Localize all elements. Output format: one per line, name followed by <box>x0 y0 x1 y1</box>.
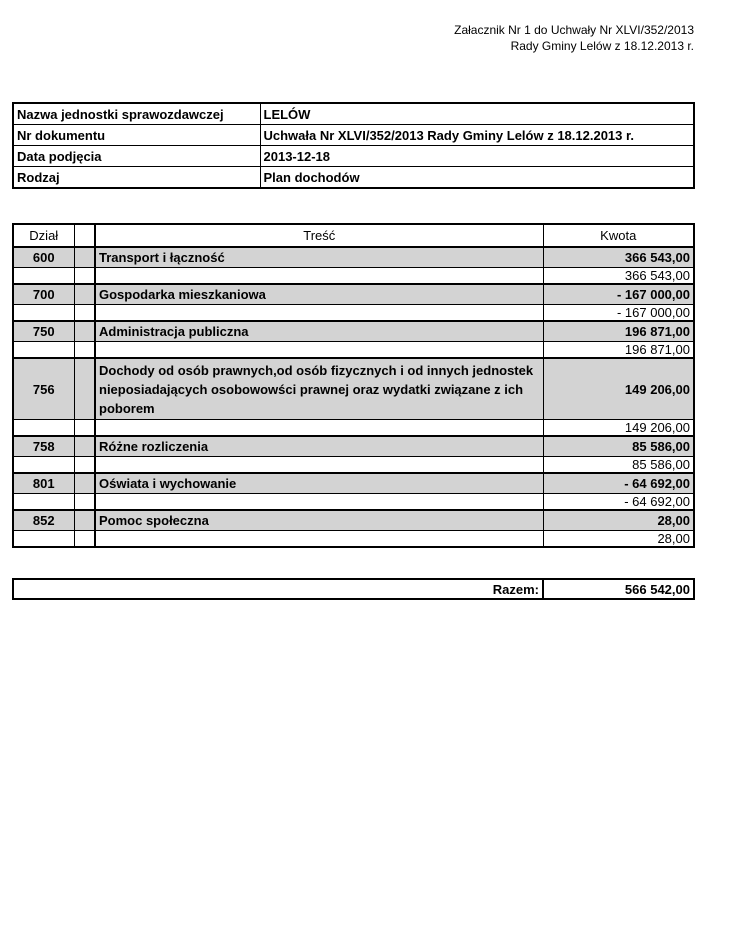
empty-cell <box>95 305 543 322</box>
empty-cell <box>13 420 74 437</box>
meta-row <box>13 103 694 125</box>
section-blank <box>74 473 95 494</box>
section-kwota: 28,00 <box>543 510 694 531</box>
subtotal-kwota: 28,00 <box>543 531 694 548</box>
meta-label: Rodzaj <box>13 167 260 189</box>
total-table <box>12 578 695 600</box>
section-tresc: Różne rozliczenia <box>95 436 543 457</box>
section-dzial: 700 <box>13 284 74 305</box>
section-kwota: - 167 000,00 <box>543 284 694 305</box>
subtotal-row <box>13 494 694 511</box>
section-dzial: 750 <box>13 321 74 342</box>
section-kwota: 366 543,00 <box>543 247 694 268</box>
subtotal-row <box>13 531 694 548</box>
section-blank <box>74 321 95 342</box>
subtotal-row <box>13 305 694 322</box>
section-row <box>13 247 694 268</box>
total-label: Razem: <box>13 579 543 599</box>
empty-cell <box>74 420 95 437</box>
meta-value: Uchwała Nr XLVI/352/2013 Rady Gminy Lelów z 18.12.2013 r. <box>260 125 694 146</box>
column-header-blank <box>74 224 95 247</box>
empty-cell <box>74 457 95 474</box>
section-kwota: - 64 692,00 <box>543 473 694 494</box>
total-row <box>13 579 694 599</box>
section-dzial: 600 <box>13 247 74 268</box>
empty-cell <box>13 457 74 474</box>
section-tresc: Dochody od osób prawnych,od osób fizycznych i od innych jednostek nieposiadających osobowowści prawnej oraz wydatki związane z ich poborem <box>95 358 543 420</box>
attachment-note-line1: Załacznik Nr 1 do Uchwały Nr XLVI/352/2013 <box>454 23 694 37</box>
empty-cell <box>13 342 74 359</box>
empty-cell <box>74 531 95 548</box>
subtotal-kwota: 149 206,00 <box>543 420 694 437</box>
empty-cell <box>74 268 95 285</box>
subtotal-row <box>13 268 694 285</box>
empty-cell <box>95 420 543 437</box>
meta-value: 2013-12-18 <box>260 146 694 167</box>
empty-cell <box>95 494 543 511</box>
subtotal-row <box>13 420 694 437</box>
income-plan-table <box>12 223 695 548</box>
column-header-tresc: Treść <box>95 224 543 247</box>
section-kwota: 85 586,00 <box>543 436 694 457</box>
empty-cell <box>74 305 95 322</box>
meta-label: Nazwa jednostki sprawozdawczej <box>13 103 260 125</box>
empty-cell <box>95 457 543 474</box>
meta-value: LELÓW <box>260 103 694 125</box>
section-kwota: 196 871,00 <box>543 321 694 342</box>
section-tresc: Pomoc społeczna <box>95 510 543 531</box>
subtotal-row <box>13 457 694 474</box>
empty-cell <box>95 342 543 359</box>
section-blank <box>74 436 95 457</box>
attachment-note <box>454 22 694 54</box>
section-blank <box>74 510 95 531</box>
section-tresc: Oświata i wychowanie <box>95 473 543 494</box>
column-header-kwota: Kwota <box>543 224 694 247</box>
section-tresc: Transport i łączność <box>95 247 543 268</box>
subtotal-kwota: 85 586,00 <box>543 457 694 474</box>
section-tresc: Administracja publiczna <box>95 321 543 342</box>
section-tresc: Gospodarka mieszkaniowa <box>95 284 543 305</box>
column-header-row <box>13 224 694 247</box>
section-kwota: 149 206,00 <box>543 358 694 420</box>
meta-label: Data podjęcia <box>13 146 260 167</box>
subtotal-kwota: - 167 000,00 <box>543 305 694 322</box>
section-row <box>13 436 694 457</box>
meta-value: Plan dochodów <box>260 167 694 189</box>
section-blank <box>74 358 95 420</box>
empty-cell <box>13 305 74 322</box>
meta-label: Nr dokumentu <box>13 125 260 146</box>
empty-cell <box>95 531 543 548</box>
section-row <box>13 473 694 494</box>
column-header-dzial: Dział <box>13 224 74 247</box>
section-row <box>13 284 694 305</box>
empty-cell <box>13 494 74 511</box>
empty-cell <box>13 531 74 548</box>
subtotal-row <box>13 342 694 359</box>
section-row <box>13 321 694 342</box>
section-dzial: 756 <box>13 358 74 420</box>
empty-cell <box>13 268 74 285</box>
section-dzial: 801 <box>13 473 74 494</box>
attachment-note-line2: Rady Gminy Lelów z 18.12.2013 r. <box>510 39 694 53</box>
document-meta-table <box>12 102 695 189</box>
empty-cell <box>74 342 95 359</box>
section-dzial: 852 <box>13 510 74 531</box>
total-value: 566 542,00 <box>624 581 690 597</box>
section-blank <box>74 284 95 305</box>
empty-cell <box>74 494 95 511</box>
meta-row <box>13 167 694 189</box>
meta-row <box>13 125 694 146</box>
meta-row <box>13 146 694 167</box>
section-row <box>13 510 694 531</box>
section-blank <box>74 247 95 268</box>
subtotal-kwota: - 64 692,00 <box>543 494 694 511</box>
empty-cell <box>95 268 543 285</box>
subtotal-kwota: 366 543,00 <box>543 268 694 285</box>
subtotal-kwota: 196 871,00 <box>543 342 694 359</box>
section-row <box>13 358 694 420</box>
section-dzial: 758 <box>13 436 74 457</box>
